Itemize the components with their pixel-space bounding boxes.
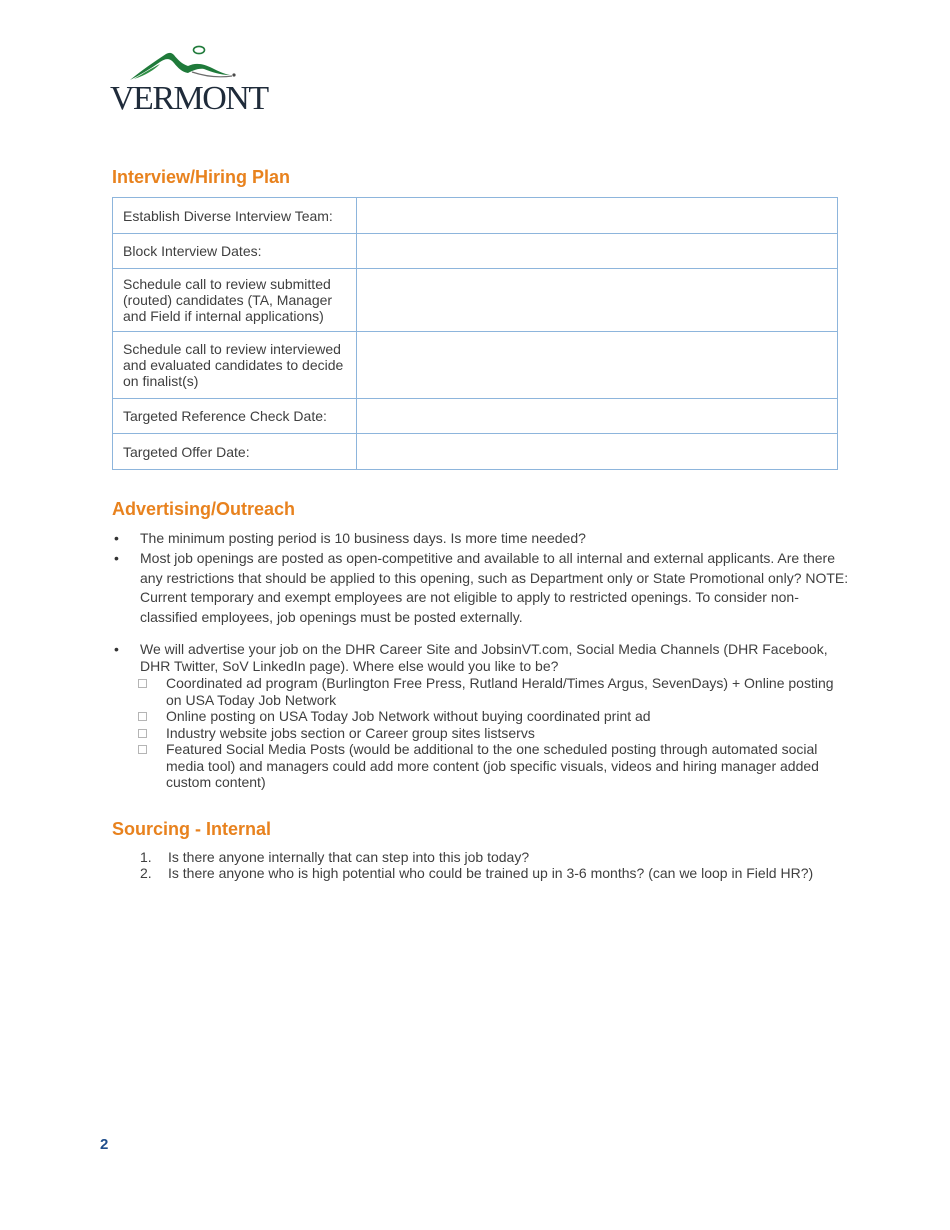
advertising-bullet-list bbox=[110, 528, 850, 791]
table-row bbox=[113, 332, 838, 399]
table-row bbox=[113, 234, 838, 269]
checkbox[interactable] bbox=[138, 679, 147, 688]
item-number: 1. bbox=[140, 849, 152, 865]
row-value-field[interactable] bbox=[357, 332, 838, 399]
checkbox[interactable] bbox=[138, 729, 147, 738]
row-value-field[interactable] bbox=[357, 234, 838, 269]
list-item: • We will advertise your job on the DHR Career Site and JobsinVT.com, Social Media Channels (DHR Facebook, DHR Twitter, SoV LinkedIn page). Where else would you like to be? bbox=[114, 641, 828, 674]
table-row bbox=[113, 399, 838, 434]
page-number: 2 bbox=[100, 1136, 109, 1153]
sourcing-list bbox=[140, 849, 840, 881]
item-text: Is there anyone internally that can step into this job today? bbox=[168, 849, 530, 865]
row-value-field[interactable] bbox=[357, 399, 838, 434]
bullet-icon: • bbox=[114, 550, 119, 566]
row-label: Block Interview Dates: bbox=[113, 234, 357, 269]
table-row bbox=[113, 198, 838, 234]
checkbox[interactable] bbox=[138, 712, 147, 721]
logo-wordmark: VERMONT bbox=[110, 80, 268, 117]
row-label: Targeted Offer Date: bbox=[113, 434, 357, 470]
row-value-field[interactable] bbox=[357, 198, 838, 234]
item-text: Is there anyone who is high potential who could be trained up in 3-6 months? (can we loop in Field HR?) bbox=[168, 865, 814, 881]
table-row bbox=[113, 269, 838, 332]
option-item: Featured Social Media Posts (would be additional to the one scheduled posting through automated social media tool) and managers could add more content (job specific visuals, videos and hiring manager added custom content) bbox=[138, 741, 850, 791]
list-item bbox=[140, 865, 840, 881]
option-item: Online posting on USA Today Job Network without buying coordinated print ad bbox=[138, 708, 850, 725]
row-label: Establish Diverse Interview Team: bbox=[113, 198, 357, 234]
list-item: • Most job openings are posted as open-competitive and available to all internal and external applicants. Are there any restrictions that should be applied to this opening, such as Department only or State Promotional only? NOTE: Current temporary and exempt employees are not eligible to apply to restricted openings. To consider non-classified employees, job openings must be posted externally. bbox=[114, 550, 849, 625]
bullet-icon: • bbox=[114, 641, 119, 657]
interview-plan-table bbox=[112, 197, 838, 470]
bullet-icon: • bbox=[114, 530, 119, 546]
row-value-field[interactable] bbox=[357, 434, 838, 470]
list-item: • The minimum posting period is 10 business days. Is more time needed? bbox=[114, 530, 586, 546]
row-label: Schedule call to review interviewed and evaluated candidates to decide on finalist(s) bbox=[113, 332, 357, 399]
row-value-field[interactable] bbox=[357, 269, 838, 332]
checkbox[interactable] bbox=[138, 745, 147, 754]
list-item bbox=[140, 849, 840, 865]
sourcing-heading: Sourcing - Internal bbox=[112, 819, 272, 839]
option-item: Coordinated ad program (Burlington Free Press, Rutland Herald/Times Argus, SevenDays) + Online posting on USA Today Job Network bbox=[138, 675, 850, 708]
advertising-options bbox=[110, 675, 850, 791]
option-item: Industry website jobs section or Career group sites listservs bbox=[138, 725, 850, 742]
item-number: 2. bbox=[140, 865, 152, 881]
row-label: Schedule call to review submitted (routed) candidates (TA, Manager and Field if internal applications) bbox=[113, 269, 357, 332]
table-row bbox=[113, 434, 838, 470]
row-label: Targeted Reference Check Date: bbox=[113, 399, 357, 434]
advertising-heading: Advertising/Outreach bbox=[112, 499, 296, 519]
interview-plan-heading: Interview/Hiring Plan bbox=[112, 167, 291, 187]
vermont-logo bbox=[108, 42, 268, 118]
